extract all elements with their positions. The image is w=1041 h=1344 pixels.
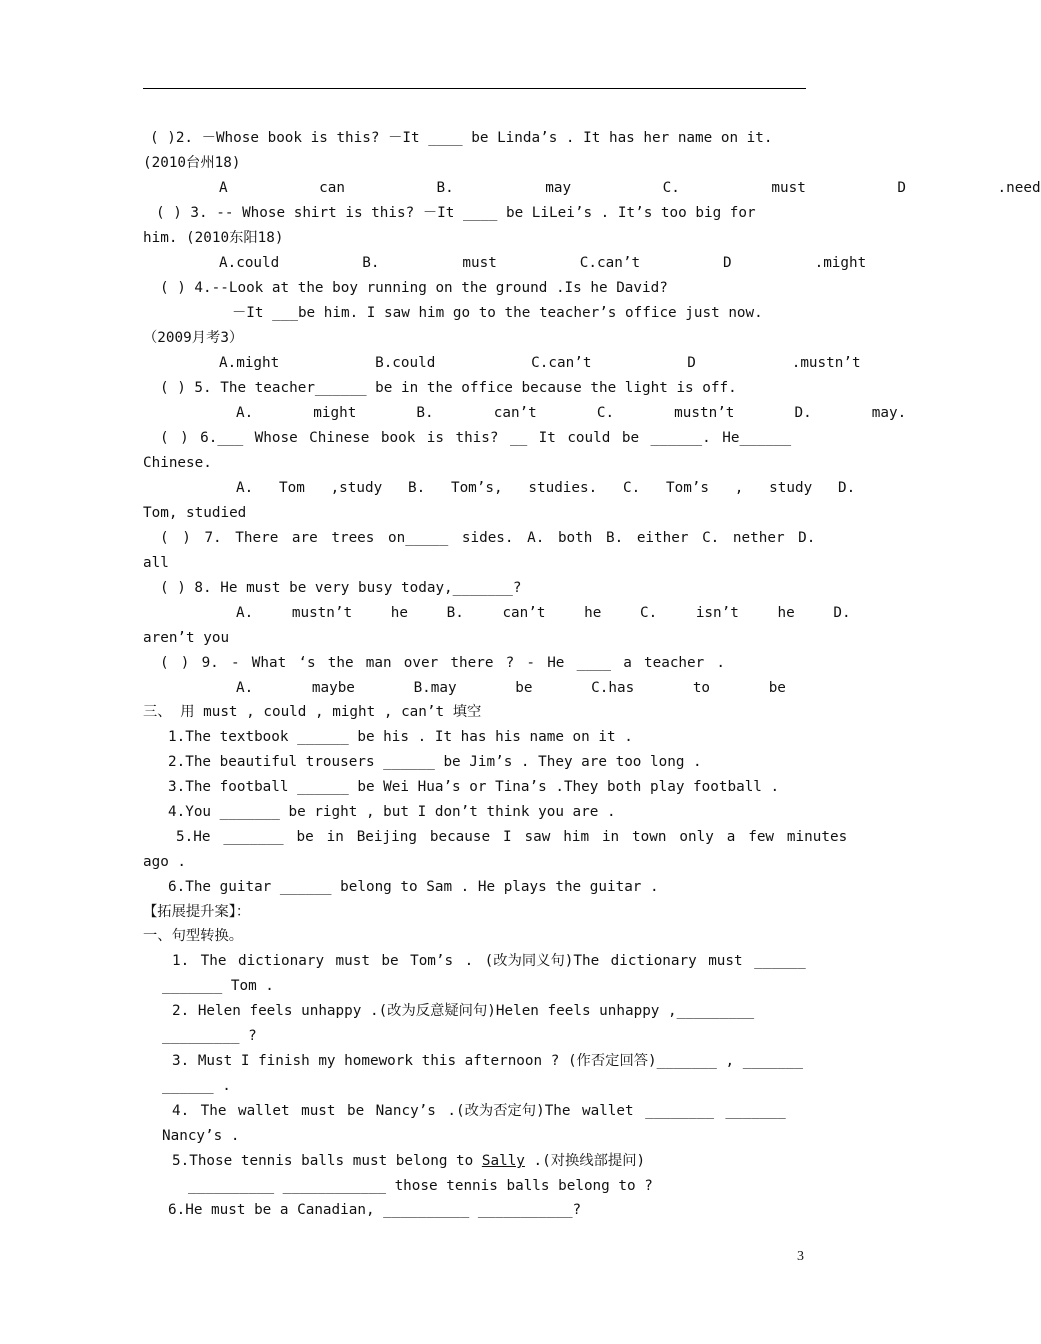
fill-item-5: 5.He _______ be in Beijing because I saw him in town only a few minutes [176, 829, 848, 845]
question-3-options: A.could B. must C.can’t D .might [219, 255, 867, 271]
fill-item-1: 1.The textbook ______ be his . It has his name on it . [168, 729, 633, 745]
transform-item-1: 1. The dictionary must be Tom’s . (改为同义句)The dictionary must ______ [172, 953, 806, 969]
question-5: ( ) 5. The teacher______ be in the office because the light is off. [160, 380, 737, 396]
fill-item-3: 3.The football ______ be Wei Hua’s or Tina’s .They both play football . [168, 779, 780, 795]
transform-item-4: 4. The wallet must be Nancy’s .(改为否定句)The wallet ________ _______ [172, 1103, 786, 1119]
transform-item-4-cont: Nancy’s . [162, 1128, 240, 1144]
transform-item-2: 2. Helen feels unhappy .(改为反意疑问句)Helen feels unhappy ,_________ [172, 1003, 755, 1019]
question-6: ( ) 6.___ Whose Chinese book is this? __ It could be ______. He______ [160, 430, 792, 446]
question-6-options-cont: Tom, studied [143, 505, 247, 521]
question-7: ( ) 7. There are trees on_____ sides. A. both B. either C. nether D. [160, 530, 816, 546]
transform-item-2-cont: _________ ? [162, 1028, 257, 1044]
question-6-cont: Chinese. [143, 455, 212, 471]
fill-item-4: 4.You _______ be right , but I don’t think you are . [168, 804, 616, 820]
question-6-options: A. Tom ,study B. Tom’s, studies. C. Tom’s , study D. [236, 480, 856, 496]
fill-item-5-cont: ago . [143, 854, 187, 870]
question-4-options: A.might B.could C.can’t D .mustn’t [219, 355, 861, 371]
section-3-heading: 三、 用 must , could , might , can’t 填空 [143, 704, 482, 720]
header-rule [143, 88, 806, 89]
question-4: ( ) 4.--Look at the boy running on the ground .Is he David? [160, 280, 668, 296]
page-number: 3 [797, 1249, 804, 1264]
question-8-options-cont: aren’t you [143, 630, 230, 646]
fill-item-2: 2.The beautiful trousers ______ be Jim’s . They are too long . [168, 754, 702, 770]
question-3-source: him. (2010东阳18) [143, 230, 284, 246]
transform-item-3-cont: ______ . [162, 1078, 231, 1094]
transform-item-1-cont: _______ Tom . [162, 978, 274, 994]
question-2-options: A can B. may C. must D .need [219, 180, 1041, 196]
transform-item-6: 6.He must be a Canadian, __________ ___________? [168, 1202, 582, 1218]
transform-item-3: 3. Must I finish my homework this afternoon ? (作否定回答)_______ , _______ [172, 1053, 803, 1069]
question-8: ( ) 8. He must be very busy today,_______? [160, 580, 522, 596]
transform-item-5-instruction: .(对换线部提问) [524, 1153, 646, 1169]
question-8-options: A. mustn’t he B. can’t he C. isn’t he D. [236, 605, 851, 621]
question-2-source: (2010台州18) [143, 155, 241, 171]
question-3: ( ) 3. -- Whose shirt is this? －It ____ be LiLei’s . It’s too big for [156, 205, 756, 221]
sentence-transform-heading: 一、句型转换。 [143, 928, 244, 944]
question-4-reply: －It ___be him. I saw him go to the teacher’s office just now. [232, 305, 763, 321]
underlined-word: Sally [481, 1153, 525, 1169]
question-5-options: A. might B. can’t C. mustn’t D. may. [236, 405, 907, 421]
extension-heading: 【拓展提升案】： [143, 904, 251, 920]
transform-item-5-text: 5.Those tennis balls must belong to [172, 1153, 482, 1169]
fill-item-6: 6.The guitar ______ belong to Sam . He plays the guitar . [168, 879, 659, 895]
question-9-options: A. maybe B.may be C.has to be [236, 680, 786, 696]
question-7-cont: all [143, 555, 169, 571]
question-9: ( ) 9. - What ‘s the man over there ? - He ____ a teacher . [160, 655, 726, 671]
transform-item-5-cont: __________ ____________ those tennis balls belong to ? [188, 1178, 653, 1194]
transform-item-5 [172, 1151, 645, 1171]
question-2: ( )2. －Whose book is this? －It ____ be Linda’s . It has her name on it. [150, 130, 773, 146]
question-4-source: （2009月考3） [143, 330, 244, 346]
